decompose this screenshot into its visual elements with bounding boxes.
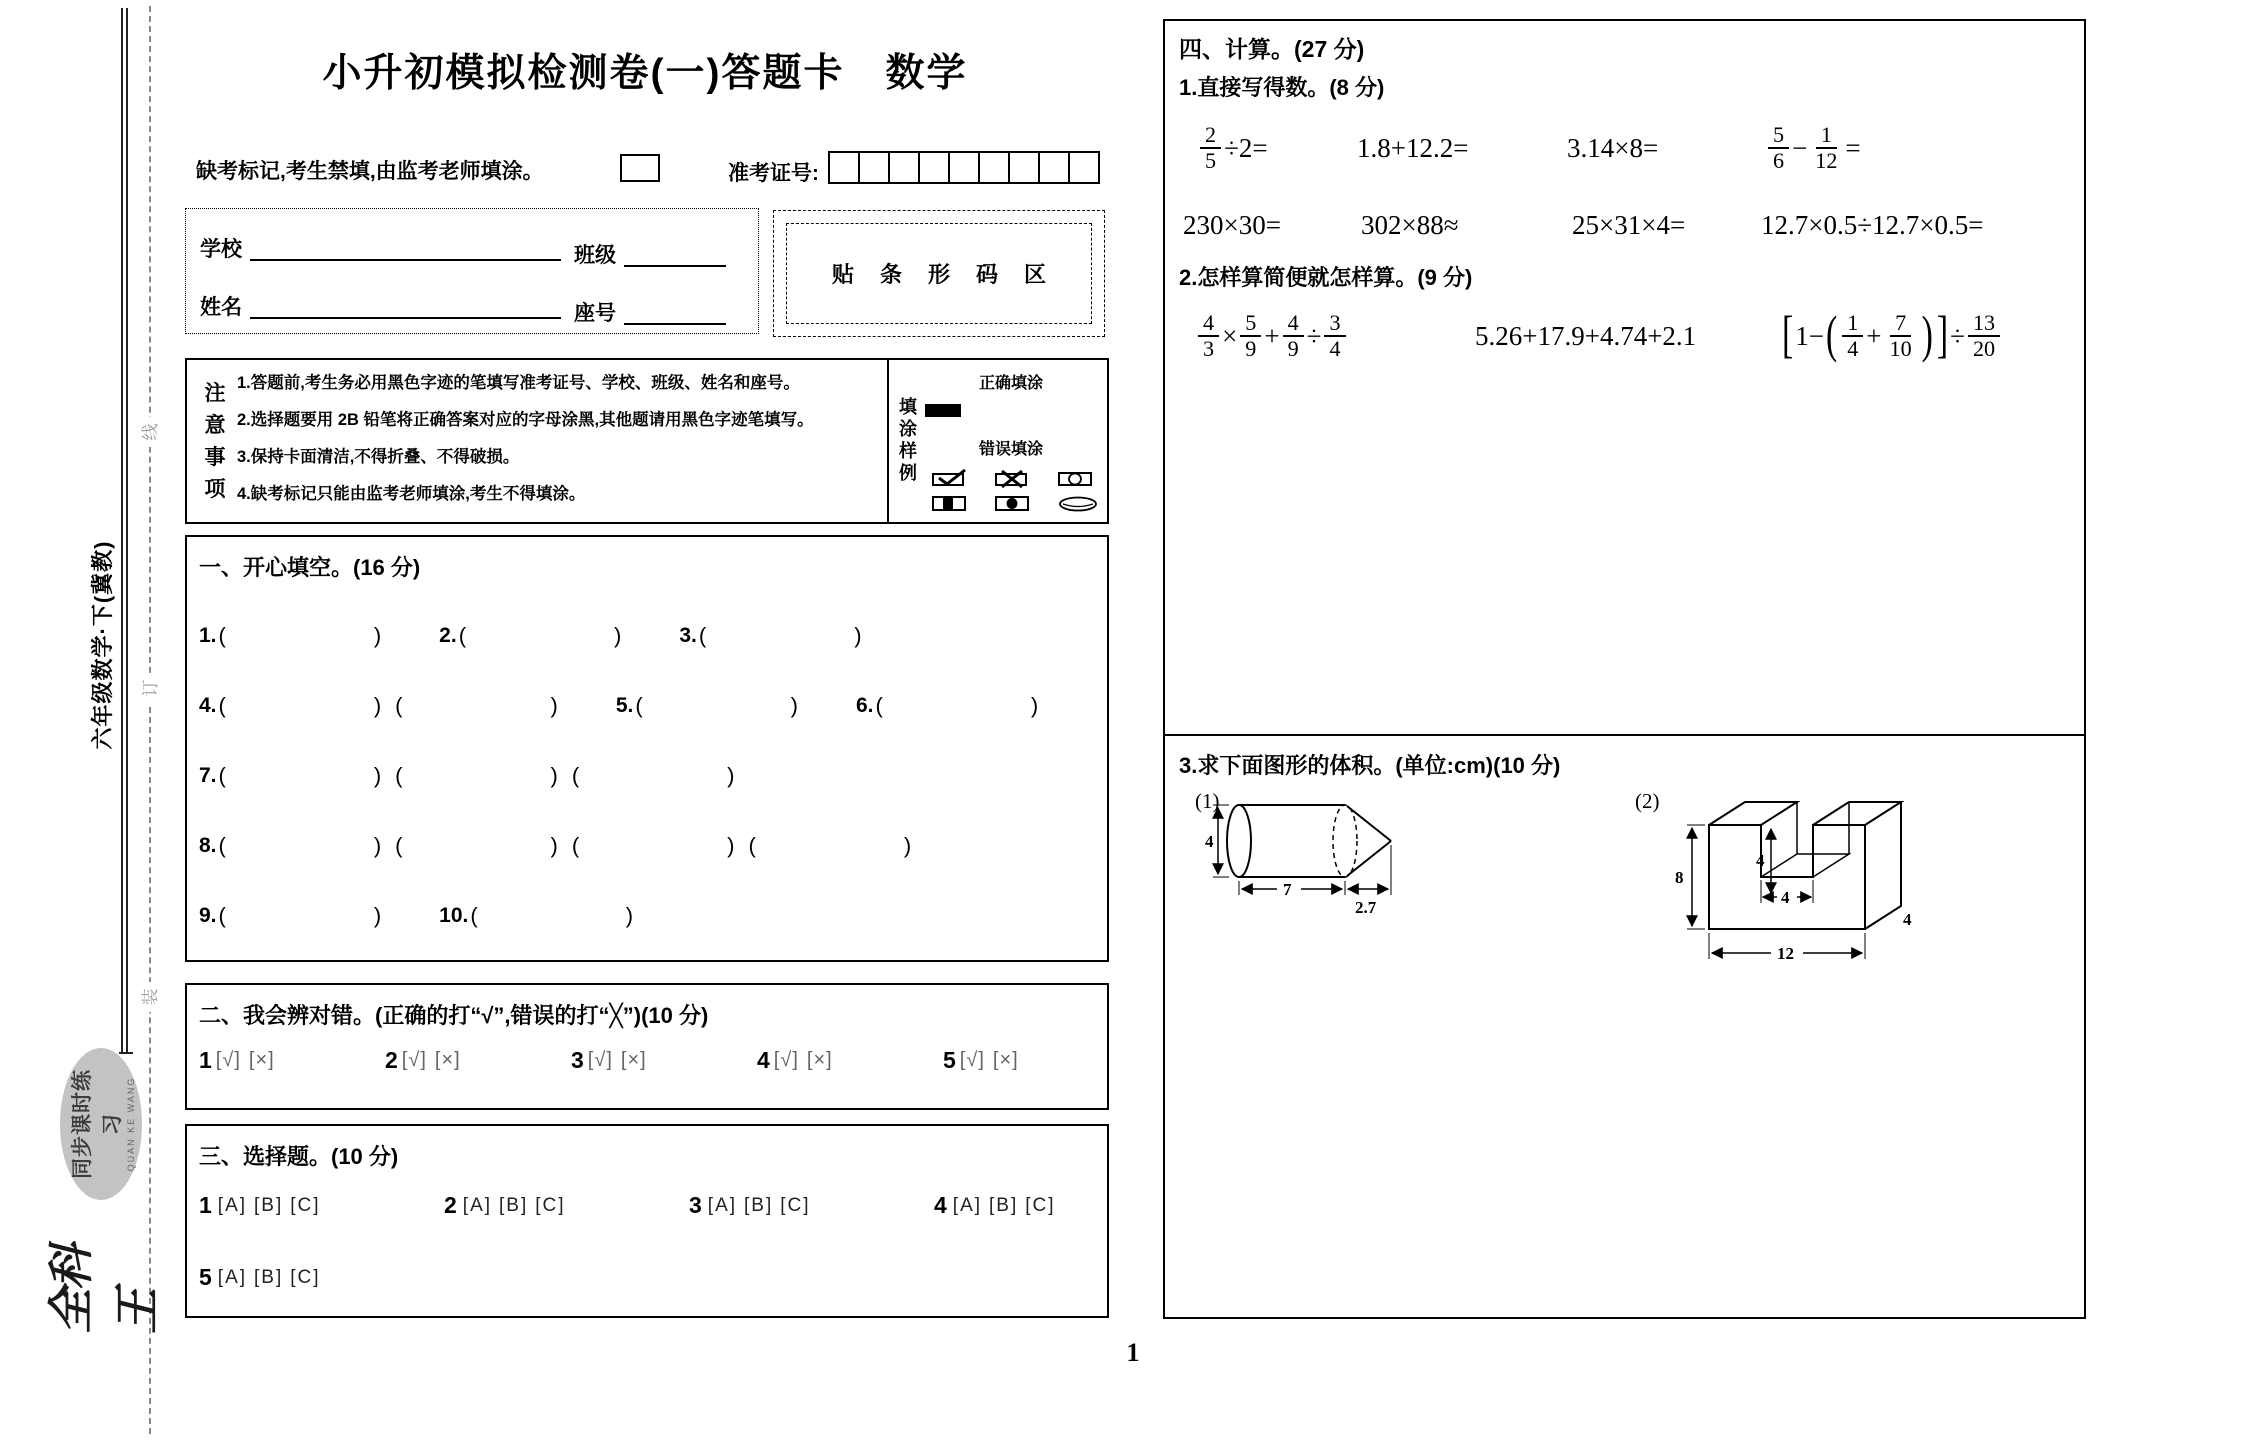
figure2-label: (2) — [1635, 789, 1660, 813]
sample-oval-icon — [1057, 493, 1101, 513]
section-true-false-title: 二、我会辨对错。(正确的打“√”,错误的打“╳”)(10 分) — [199, 1003, 709, 1028]
big-bracket: ) — [1921, 306, 1933, 364]
exam-number-cell[interactable] — [1008, 151, 1040, 184]
math-text: ÷2= — [1224, 132, 1268, 163]
fill-item-number: 2. — [439, 624, 457, 647]
absent-mark-checkbox[interactable] — [620, 154, 660, 182]
sample-circle-icon — [1057, 468, 1097, 488]
math-text: + — [1264, 320, 1280, 351]
q1-expression — [1572, 193, 1685, 257]
choice-item-number: 3 — [689, 1192, 702, 1218]
sample-dot-icon — [994, 493, 1034, 513]
judge-false-option[interactable]: [×] — [620, 1049, 647, 1071]
section-choice-title: 三、选择题。(10 分) — [199, 1144, 399, 1169]
class-label: 班级 — [574, 244, 616, 267]
answer-blank[interactable]: ( ) — [748, 833, 912, 858]
math-text: 3.14×8= — [1567, 132, 1659, 163]
choice-item — [444, 1192, 634, 1219]
dim-cone: 2.7 — [1355, 898, 1377, 917]
math-text: ÷ — [1950, 320, 1965, 351]
math-text: 25×31×4= — [1572, 209, 1686, 240]
judge-false-option[interactable]: [×] — [992, 1049, 1019, 1071]
section-multiple-choice — [185, 1124, 1109, 1318]
notice-item: 3.保持卡面清洁,不得折叠、不得破损。 — [237, 448, 520, 466]
judge-item-number: 1 — [199, 1047, 212, 1073]
notice-item: 2.选择题要用 2B 铅笔将正确答案对应的字母涂黑,其他题请用黑色字迹笔填写。 — [237, 411, 814, 429]
math-text: 1− — [1795, 320, 1824, 351]
section-true-false — [185, 983, 1109, 1110]
choice-option-a[interactable]: [A] — [217, 1194, 248, 1216]
exam-number-cell[interactable] — [858, 151, 890, 184]
fill-item — [199, 903, 395, 929]
barcode-area-label: 贴条形码区 — [831, 262, 1072, 287]
choice-option-c[interactable]: [C] — [535, 1194, 566, 1216]
choice-item — [934, 1192, 1124, 1219]
dim-width: 12 — [1777, 944, 1794, 963]
answer-blank[interactable]: ( ) — [470, 903, 634, 928]
exam-number-cell[interactable] — [828, 151, 860, 184]
judge-true-option[interactable]: [√] — [215, 1049, 241, 1071]
choice-item — [199, 1192, 389, 1219]
dim-height: 8 — [1675, 868, 1684, 887]
fill-item-number: 9. — [199, 904, 217, 927]
answer-blank[interactable]: ( ) — [571, 763, 735, 788]
edition-vertical-label: 六年级数学·下(冀教) — [90, 540, 115, 750]
judge-item — [943, 1047, 1077, 1074]
wrong-fill-examples — [931, 468, 1101, 513]
exam-number-cell[interactable] — [1068, 151, 1100, 184]
school-label: 学校 — [200, 238, 242, 261]
q1-expression — [1761, 193, 1984, 257]
school-field[interactable] — [250, 233, 561, 261]
logo-latin-text: QUAN KE WANG — [126, 1076, 136, 1172]
fraction: $\frac{5}{6}$ — [1768, 123, 1789, 174]
big-bracket: [ — [1782, 306, 1794, 364]
judge-false-option[interactable]: [×] — [806, 1049, 833, 1071]
fraction: $\frac{3}{4}$ — [1324, 311, 1345, 362]
choice-option-a[interactable]: [A] — [462, 1194, 493, 1216]
choice-item-number: 1 — [199, 1192, 212, 1218]
fill-item-number: 6. — [856, 694, 874, 717]
judge-item-number: 4 — [757, 1047, 770, 1073]
binding-mark-zhuang: 装 — [139, 982, 163, 1012]
fill-item — [199, 693, 572, 719]
seat-field[interactable] — [624, 297, 726, 325]
fraction: $\frac{2}{5}$ — [1200, 123, 1221, 174]
fill-item-number: 5. — [615, 694, 634, 717]
notice-items — [237, 372, 885, 520]
binding-mark-xian: 线 — [139, 417, 163, 447]
fraction: $\frac{7}{10}$ — [1889, 309, 1912, 361]
choice-option-a[interactable]: [A] — [952, 1194, 983, 1216]
section-fill-title: 一、开心填空。(16 分) — [199, 555, 421, 580]
math-text: + — [1866, 320, 1882, 351]
choice-item-number: 4 — [934, 1192, 947, 1218]
section-calc-title: 四、计算。(27 分) — [1179, 36, 1365, 62]
answer-blank[interactable]: ( ) — [395, 763, 558, 788]
page-number: 1 — [1126, 1338, 1140, 1367]
logo-leaf-badge — [60, 1048, 142, 1200]
exam-number-cell[interactable] — [1038, 151, 1070, 184]
calc-q1-title: 1.直接写得数。(8 分) — [1179, 75, 1385, 100]
math-text: 302×88≈ — [1361, 209, 1459, 240]
dim-depth: 4 — [1903, 910, 1912, 929]
exam-number-cell[interactable] — [918, 151, 950, 184]
calculation-panel — [1163, 19, 2086, 1319]
fill-item-number: 3. — [679, 624, 697, 647]
judge-true-option[interactable]: [√] — [959, 1049, 985, 1071]
fraction: $\frac{4}{9}$ — [1283, 311, 1304, 362]
notice-label-vertical: 注 意 事 项 — [204, 382, 226, 501]
judge-true-option[interactable]: [√] — [587, 1049, 613, 1071]
judge-item — [385, 1047, 519, 1074]
q1-expression — [1361, 193, 1459, 257]
answer-blank[interactable]: ( ) — [571, 833, 735, 858]
name-field[interactable] — [250, 291, 561, 319]
fill-item-number: 8. — [199, 834, 217, 857]
exam-number-cell[interactable] — [948, 151, 980, 184]
math-text: 5.26+17.9+4.74+2.1 — [1475, 320, 1697, 351]
choice-option-b[interactable]: [B] — [989, 1194, 1019, 1216]
publisher-logo — [44, 1048, 164, 1334]
choice-item-number: 5 — [199, 1264, 212, 1290]
math-text: 1.8+12.2= — [1357, 132, 1469, 163]
judge-item-number: 3 — [571, 1047, 584, 1073]
choice-option-a[interactable]: [A] — [707, 1194, 738, 1216]
big-bracket: ] — [1936, 306, 1949, 364]
figure1-pencil-diagram — [1205, 793, 1445, 928]
answer-blank[interactable]: ( ) — [218, 833, 382, 858]
judge-item-number: 5 — [943, 1047, 956, 1073]
fill-item — [679, 623, 875, 649]
barcode-area-inner — [786, 223, 1092, 324]
section-fill-blanks — [185, 535, 1109, 962]
exam-number-grid — [830, 151, 1100, 184]
choice-item — [689, 1192, 879, 1219]
notice-divider — [887, 360, 889, 522]
answer-blank[interactable]: ( ) — [635, 693, 798, 718]
notice-item: 4.缺考标记只能由监考老师填涂,考生不得填涂。 — [237, 485, 586, 503]
judge-true-option[interactable]: [√] — [401, 1049, 427, 1071]
answer-blank[interactable]: ( ) — [875, 693, 1039, 718]
judge-false-option[interactable]: [×] — [434, 1049, 461, 1071]
fill-item — [856, 693, 1052, 719]
panel-divider — [1165, 734, 2084, 736]
dim-length: 7 — [1283, 880, 1292, 899]
page-title: 小升初模拟检测卷(一)答题卡 数学 — [322, 52, 968, 95]
fraction: $\frac{1}{12}$ — [1815, 121, 1838, 173]
answer-blank[interactable]: ( ) — [395, 833, 558, 858]
name-label: 姓名 — [200, 296, 242, 319]
correct-fill-example — [925, 404, 961, 417]
fill-row — [199, 623, 920, 649]
big-bracket: ( — [1825, 306, 1838, 364]
math-text: ÷ — [1306, 320, 1322, 351]
fill-item — [439, 623, 635, 649]
fraction: $\frac{13}{20}$ — [1968, 311, 2000, 362]
q1-expression — [1765, 116, 1861, 180]
answer-blank[interactable]: ( ) — [458, 623, 622, 648]
absent-mark-note: 缺考标记,考生禁填,由监考老师填涂。 — [196, 160, 544, 183]
choice-option-c[interactable]: [C] — [1025, 1194, 1056, 1216]
choice-option-b[interactable]: [B] — [744, 1194, 774, 1216]
figure2-prism-diagram — [1653, 773, 1993, 978]
math-text: − — [1792, 132, 1808, 163]
wrong-fill-label: 错误填涂 — [979, 441, 1044, 458]
math-text: 230×30= — [1183, 209, 1281, 240]
judge-item — [199, 1047, 333, 1074]
exam-number-cell[interactable] — [978, 151, 1010, 184]
fill-row — [199, 903, 691, 929]
answer-blank[interactable]: ( ) — [218, 763, 382, 788]
fill-item-number: 7. — [199, 764, 217, 787]
student-info-box — [185, 208, 759, 334]
binding-solid-line — [121, 8, 123, 1054]
figure1-label: (1) — [1195, 789, 1220, 813]
choice-option-a[interactable]: [A] — [217, 1266, 248, 1288]
answer-blank[interactable]: ( ) — [698, 623, 862, 648]
fill-row — [199, 763, 792, 789]
judge-item — [571, 1047, 705, 1074]
judge-item-number: 2 — [385, 1047, 398, 1073]
fill-item — [199, 623, 395, 649]
fraction: $\frac{5}{9}$ — [1240, 311, 1261, 362]
notice-box — [185, 358, 1109, 524]
fill-item-number: 4. — [199, 694, 217, 717]
math-text: = — [1845, 132, 1861, 163]
choice-option-c[interactable]: [C] — [290, 1266, 321, 1288]
fill-item — [199, 763, 748, 789]
sample-half-fill-icon — [931, 493, 971, 513]
exam-number-label: 准考证号: — [728, 162, 819, 185]
fill-row — [199, 693, 1096, 719]
q1-expression — [1567, 116, 1658, 180]
q2-expression — [1195, 304, 1349, 368]
q2-expression — [1475, 304, 1696, 368]
class-field[interactable] — [624, 239, 726, 267]
notice-item: 1.答题前,考生务必用黑色字迹的笔填写准考证号、学校、班级、姓名和座号。 — [237, 374, 800, 392]
choice-option-b[interactable]: [B] — [254, 1266, 284, 1288]
barcode-area[interactable] — [773, 210, 1105, 337]
q2-expression — [1780, 304, 2003, 368]
q1-expression — [1357, 116, 1468, 180]
choice-item-number: 2 — [444, 1192, 457, 1218]
correct-fill-label: 正确填涂 — [979, 375, 1044, 392]
fill-item — [616, 693, 812, 719]
binding-solid-line — [126, 8, 128, 1054]
choice-option-b[interactable]: [B] — [254, 1194, 284, 1216]
dim-notch-depth: 4 — [1756, 851, 1765, 870]
choice-option-c[interactable]: [C] — [290, 1194, 321, 1216]
dim-notch-width: 4 — [1781, 888, 1790, 907]
logo-sub-text: 同步课时练习 — [71, 1069, 124, 1179]
calc-q3-title: 3.求下面图形的体积。(单位:cm)(10 分) — [1179, 753, 1561, 778]
sample-cross-icon — [994, 468, 1034, 488]
q1-expression — [1183, 193, 1281, 257]
fill-row — [199, 833, 969, 859]
calc-q2-title: 2.怎样算简便就怎样算。(9 分) — [1179, 265, 1473, 290]
fill-item — [199, 833, 925, 859]
sample-check-icon — [931, 468, 971, 488]
choice-option-b[interactable]: [B] — [499, 1194, 529, 1216]
binding-mark-ding: 订 — [139, 673, 163, 703]
answer-blank[interactable]: ( ) — [218, 693, 382, 718]
fill-item-number: 10. — [439, 904, 469, 927]
exam-number-cell[interactable] — [888, 151, 920, 184]
judge-true-option[interactable]: [√] — [773, 1049, 799, 1071]
choice-option-c[interactable]: [C] — [780, 1194, 811, 1216]
dim-diameter: 4 — [1205, 832, 1214, 851]
math-text: 12.7×0.5÷12.7×0.5= — [1761, 209, 1984, 240]
q1-expression — [1197, 116, 1268, 180]
seat-label: 座号 — [574, 302, 616, 325]
fill-sample-label: 填 涂 样 例 — [899, 397, 917, 483]
judge-item — [757, 1047, 891, 1074]
fraction: $\frac{1}{4}$ — [1842, 311, 1863, 362]
fill-item-number: 1. — [199, 624, 217, 647]
fraction: $\frac{4}{3}$ — [1198, 311, 1219, 362]
answer-blank[interactable]: ( ) — [395, 693, 558, 718]
judge-false-option[interactable]: [×] — [248, 1049, 275, 1071]
answer-blank[interactable]: ( ) — [218, 903, 382, 928]
answer-blank[interactable]: ( ) — [218, 623, 382, 648]
logo-brand-text: 全科王 — [44, 1246, 164, 1334]
choice-item — [199, 1264, 389, 1291]
fill-item — [439, 903, 647, 929]
math-text: × — [1222, 320, 1238, 351]
